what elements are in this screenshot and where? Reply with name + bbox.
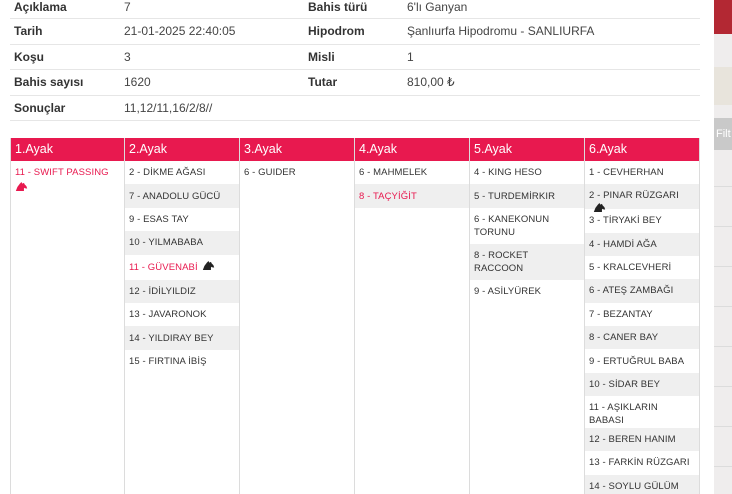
horse-name: 8 - ROCKET RACCOON: [474, 249, 529, 274]
info-row: [10, 0, 700, 19]
horse-list-item[interactable]: [585, 326, 699, 349]
horse-name: 6 - GUIDER: [244, 167, 296, 179]
horse-name: 6 - ATEŞ ZAMBAĞI: [589, 285, 674, 297]
horse-name: 6 - MAHMELEK: [359, 167, 428, 179]
info-row: [10, 70, 700, 96]
info-label: Tarih: [14, 24, 43, 39]
horse-list-item[interactable]: [125, 350, 239, 373]
horse-list-item[interactable]: [125, 326, 239, 349]
horse-name: 12 - BEREN HANIM: [589, 434, 676, 446]
info-label: Bahis sayısı: [14, 75, 84, 90]
horse-name: 9 - ESAS TAY: [129, 213, 189, 225]
side-band: [714, 67, 732, 105]
horse-list-item[interactable]: [125, 255, 239, 280]
horse-list-item[interactable]: [355, 184, 469, 207]
horse-name: 7 - BEZANTAY: [589, 308, 653, 320]
side-divider: [714, 386, 732, 387]
horse-list-item[interactable]: [11, 161, 124, 201]
horse-name: 5 - TURDEMİRKIR: [474, 190, 556, 202]
info-label: Sonuçlar: [14, 100, 66, 115]
leg-column: [470, 138, 585, 494]
horse-name: 8 - CANER BAY: [589, 332, 659, 344]
horse-list-item[interactable]: [470, 280, 584, 303]
info-value: 6'lı Ganyan: [407, 0, 468, 14]
leg-column: [240, 138, 355, 494]
horse-list-item[interactable]: [585, 349, 699, 372]
side-divider: [714, 466, 732, 467]
side-divider: [714, 426, 732, 427]
horse-name: 6 - KANEKONUN TORUNU: [474, 213, 550, 238]
info-label: Açıklama: [14, 0, 67, 14]
leg-column: [10, 138, 125, 494]
horse-list-item[interactable]: [585, 373, 699, 396]
horse-list-item[interactable]: [585, 396, 699, 428]
side-divider: [714, 306, 732, 307]
horse-list-item[interactable]: [470, 184, 584, 207]
right-side-panel: [714, 0, 732, 494]
horse-list-item[interactable]: [355, 161, 469, 184]
horse-name: 15 - FIRTINA İBİŞ: [129, 355, 207, 367]
side-header-bar: [714, 0, 732, 34]
info-value: 3: [124, 49, 131, 64]
coupon-info-table: [10, 0, 700, 121]
horse-list-item[interactable]: [240, 161, 354, 184]
horse-list-item[interactable]: [125, 208, 239, 231]
horse-list-item[interactable]: [585, 161, 699, 184]
horse-name: 12 - İDİLYILDIZ: [129, 285, 196, 297]
side-divider: [714, 346, 732, 347]
horse-list-item[interactable]: [470, 161, 584, 184]
info-label: Koşu: [14, 49, 44, 64]
horse-list-item[interactable]: [585, 475, 699, 494]
info-value: 810,00 ₺: [407, 75, 455, 90]
horse-list-item[interactable]: [125, 184, 239, 207]
side-divider: [714, 186, 732, 187]
filter-button[interactable]: Filt: [714, 118, 732, 150]
horse-name: 10 - SİDAR BEY: [589, 379, 661, 391]
info-value: Şanlıurfa Hipodromu - SANLIURFA: [407, 24, 595, 39]
horse-name: 8 - TAÇYİĞİT: [359, 190, 417, 202]
horse-list-item[interactable]: [125, 303, 239, 326]
horse-name: 5 - KRALCEVHERİ: [589, 262, 672, 274]
horse-list-item[interactable]: [125, 161, 239, 184]
leg-header: 6.Ayak: [585, 138, 699, 161]
info-value: 7: [124, 0, 131, 14]
info-value: 11,12/11,16/2/8//: [124, 100, 213, 115]
horse-list-item[interactable]: [585, 451, 699, 474]
leg-header: 5.Ayak: [470, 138, 584, 161]
horse-name: 13 - JAVARONOK: [129, 309, 207, 321]
horse-list-item[interactable]: [585, 256, 699, 279]
info-label: Hipodrom: [308, 24, 365, 39]
info-row: [10, 45, 700, 71]
info-value: 21-01-2025 22:40:05: [124, 24, 236, 39]
horse-name: 7 - ANADOLU GÜCÜ: [129, 190, 221, 202]
horse-name: 11 - GÜVENABİ: [129, 261, 198, 273]
horse-name: 4 - KING HESO: [474, 167, 542, 179]
leg-column: [585, 138, 700, 494]
horse-name: 14 - YILDIRAY BEY: [129, 332, 214, 344]
info-label: Misli: [308, 49, 335, 64]
horse-list-item[interactable]: [585, 209, 699, 232]
horse-name: 1 - CEVHERHAN: [589, 167, 664, 179]
horse-name: 11 - SWIFT PASSING: [15, 167, 109, 178]
horse-list-item[interactable]: [585, 428, 699, 451]
horse-list-item[interactable]: [125, 280, 239, 303]
horse-name: 14 - SOYLU GÜLÜM: [589, 480, 679, 492]
info-label: Bahis türü: [308, 0, 368, 14]
leg-header: 3.Ayak: [240, 138, 354, 161]
horse-name: 9 - ERTUĞRUL BABA: [589, 355, 685, 367]
horse-head-black-icon: [198, 260, 215, 275]
legs-grid: [10, 138, 700, 494]
horse-list-item[interactable]: [125, 231, 239, 254]
horse-list-item[interactable]: [585, 233, 699, 256]
horse-list-item[interactable]: [470, 244, 584, 280]
horse-name: 9 - ASİLYÜREK: [474, 285, 542, 297]
leg-column: [125, 138, 240, 494]
side-divider: [714, 266, 732, 267]
horse-list-item[interactable]: [470, 208, 584, 244]
horse-name: 13 - FARKİN RÜZGARI: [589, 457, 690, 469]
side-divider: [714, 226, 732, 227]
horse-name: 10 - YILMABABA: [129, 237, 204, 249]
info-value: 1620: [124, 75, 151, 90]
leg-header: 4.Ayak: [355, 138, 469, 161]
horse-list-item[interactable]: [585, 279, 699, 302]
leg-column: [355, 138, 470, 494]
horse-name: 3 - TİRYAKİ BEY: [589, 215, 662, 227]
horse-head-red-icon: [15, 181, 120, 196]
info-value: 1: [407, 49, 414, 64]
horse-name: 2 - DİKME AĞASI: [129, 167, 206, 179]
leg-header: 2.Ayak: [125, 138, 239, 161]
horse-name: 4 - HAMDİ AĞA: [589, 238, 657, 250]
leg-header: 1.Ayak: [11, 138, 124, 161]
horse-list-item[interactable]: [585, 303, 699, 326]
horse-name: 2 - PINAR RÜZGARI: [589, 190, 679, 202]
info-row: [10, 19, 700, 45]
horse-name: 11 - AŞIKLARIN BABASI: [589, 402, 658, 427]
info-row: [10, 96, 700, 122]
info-label: Tutar: [308, 75, 338, 90]
horse-list-item[interactable]: [585, 184, 699, 209]
